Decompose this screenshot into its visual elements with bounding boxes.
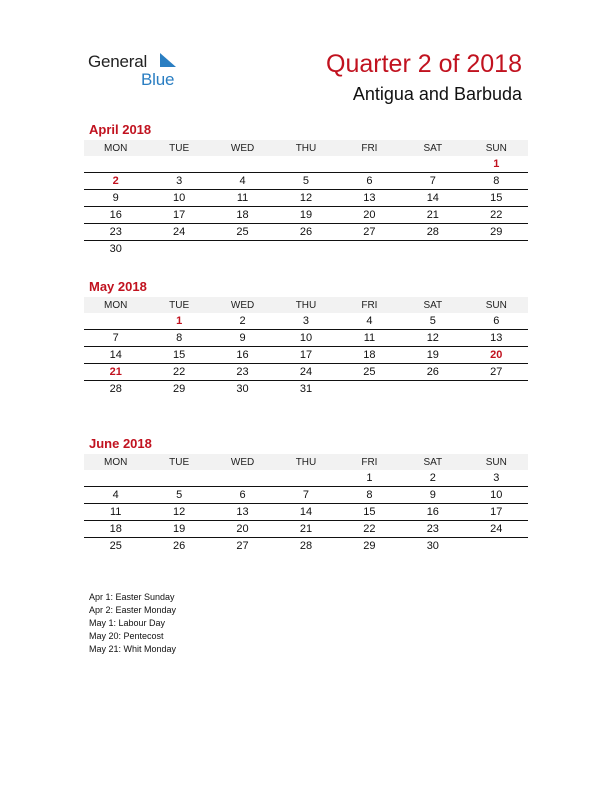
day-cell: 1 bbox=[338, 470, 401, 487]
day-cell: 11 bbox=[84, 504, 147, 521]
month-title: June 2018 bbox=[89, 436, 152, 451]
weekday-header: FRI bbox=[338, 454, 401, 470]
day-cell: 26 bbox=[401, 364, 464, 381]
logo bbox=[88, 50, 198, 90]
day-cell: 9 bbox=[211, 330, 274, 347]
day-cell: 22 bbox=[147, 364, 210, 381]
week-row bbox=[84, 381, 528, 398]
day-cell: 12 bbox=[147, 504, 210, 521]
day-cell: 7 bbox=[401, 173, 464, 190]
day-cell: 5 bbox=[147, 487, 210, 504]
empty-cell bbox=[465, 538, 528, 555]
day-cell: 15 bbox=[338, 504, 401, 521]
country-name: Antigua and Barbuda bbox=[352, 84, 522, 104]
day-cell: 16 bbox=[211, 347, 274, 364]
holiday-list bbox=[89, 591, 176, 656]
day-cell: 12 bbox=[274, 190, 337, 207]
weekday-header: SAT bbox=[401, 140, 464, 156]
day-cell: 18 bbox=[84, 521, 147, 538]
day-cell: 11 bbox=[211, 190, 274, 207]
week-row bbox=[84, 241, 528, 258]
day-cell: 15 bbox=[465, 190, 528, 207]
empty-cell bbox=[401, 381, 464, 398]
day-cell: 9 bbox=[401, 487, 464, 504]
day-cell: 23 bbox=[401, 521, 464, 538]
day-cell: 4 bbox=[211, 173, 274, 190]
day-cell: 17 bbox=[465, 504, 528, 521]
empty-cell bbox=[465, 381, 528, 398]
day-cell: 28 bbox=[109, 383, 122, 395]
day-cell: 25 bbox=[338, 364, 401, 381]
holiday-item: May 1: Labour Day bbox=[89, 618, 166, 628]
day-cell: 21 bbox=[84, 364, 147, 381]
holiday-item: May 20: Pentecost bbox=[89, 631, 164, 641]
day-cell: 11 bbox=[338, 330, 401, 347]
weekday-header: MON bbox=[84, 297, 147, 313]
month-grid bbox=[84, 140, 528, 257]
day-cell: 16 bbox=[401, 504, 464, 521]
day-cell: 22 bbox=[465, 207, 528, 224]
day-cell: 27 bbox=[465, 364, 528, 381]
day-cell: 2 bbox=[84, 173, 147, 190]
day-cell: 26 bbox=[274, 224, 337, 241]
week-row bbox=[84, 224, 528, 241]
day-cell: 19 bbox=[401, 347, 464, 364]
day-cell: 3 bbox=[147, 173, 210, 190]
empty-cell bbox=[211, 156, 274, 173]
logo-text-general: General bbox=[88, 52, 148, 71]
day-cell: 27 bbox=[236, 540, 249, 552]
logo-text-blue: Blue bbox=[141, 70, 175, 89]
week-row bbox=[84, 156, 528, 173]
day-cell: 30 bbox=[109, 243, 122, 255]
day-cell: 8 bbox=[465, 173, 528, 190]
day-cell: 30 bbox=[426, 540, 439, 552]
day-cell: 22 bbox=[338, 521, 401, 538]
weekday-header: WED bbox=[211, 140, 274, 156]
weekday-header: WED bbox=[211, 454, 274, 470]
day-cell: 24 bbox=[465, 521, 528, 538]
day-cell: 7 bbox=[274, 487, 337, 504]
weekday-header: THU bbox=[274, 297, 337, 313]
day-cell: 26 bbox=[173, 540, 186, 552]
day-cell: 25 bbox=[211, 224, 274, 241]
day-cell: 18 bbox=[338, 347, 401, 364]
empty-cell bbox=[274, 156, 337, 173]
day-cell: 13 bbox=[211, 504, 274, 521]
day-cell: 2 bbox=[401, 470, 464, 487]
day-cell: 3 bbox=[274, 313, 337, 330]
week-row bbox=[84, 364, 528, 381]
day-cell: 9 bbox=[84, 190, 147, 207]
day-cell: 19 bbox=[274, 207, 337, 224]
day-cell: 24 bbox=[147, 224, 210, 241]
empty-cell bbox=[338, 241, 401, 258]
week-row bbox=[84, 504, 528, 521]
week-row bbox=[84, 190, 528, 207]
day-cell: 16 bbox=[84, 207, 147, 224]
weekday-header: FRI bbox=[338, 297, 401, 313]
day-cell: 8 bbox=[147, 330, 210, 347]
weekday-header: TUE bbox=[147, 297, 210, 313]
empty-cell bbox=[84, 313, 147, 330]
day-cell: 21 bbox=[401, 207, 464, 224]
month-title: April 2018 bbox=[89, 122, 152, 137]
weekday-header: FRI bbox=[338, 140, 401, 156]
month-grid bbox=[84, 454, 528, 554]
day-cell: 20 bbox=[211, 521, 274, 538]
day-cell: 8 bbox=[338, 487, 401, 504]
day-cell: 20 bbox=[338, 207, 401, 224]
month-calendar bbox=[84, 122, 528, 257]
day-cell: 28 bbox=[401, 224, 464, 241]
empty-cell bbox=[84, 470, 147, 487]
empty-cell bbox=[338, 381, 401, 398]
day-cell: 7 bbox=[84, 330, 147, 347]
week-row bbox=[84, 487, 528, 504]
empty-cell bbox=[401, 241, 464, 258]
day-cell: 18 bbox=[211, 207, 274, 224]
weekday-header: TUE bbox=[147, 140, 210, 156]
day-cell: 27 bbox=[338, 224, 401, 241]
day-cell: 29 bbox=[173, 383, 186, 395]
empty-cell bbox=[211, 470, 274, 487]
weekday-header: SAT bbox=[401, 454, 464, 470]
holiday-item: May 21: Whit Monday bbox=[89, 644, 177, 654]
day-cell: 13 bbox=[338, 190, 401, 207]
empty-cell bbox=[274, 470, 337, 487]
day-cell: 1 bbox=[465, 156, 528, 173]
empty-cell bbox=[147, 156, 210, 173]
month-calendar bbox=[84, 436, 528, 554]
day-cell: 28 bbox=[299, 540, 313, 552]
empty-cell bbox=[147, 470, 210, 487]
day-cell: 3 bbox=[465, 470, 528, 487]
week-row bbox=[84, 470, 528, 487]
weekday-header: SUN bbox=[465, 140, 528, 156]
month-calendar bbox=[84, 279, 528, 397]
day-cell: 17 bbox=[274, 347, 337, 364]
weekday-header: THU bbox=[274, 140, 337, 156]
day-cell: 10 bbox=[274, 330, 337, 347]
weekday-header: MON bbox=[84, 140, 147, 156]
day-cell: 12 bbox=[401, 330, 464, 347]
empty-cell bbox=[465, 241, 528, 258]
empty-cell bbox=[401, 156, 464, 173]
day-cell: 20 bbox=[465, 347, 528, 364]
day-cell: 6 bbox=[211, 487, 274, 504]
day-cell: 6 bbox=[338, 173, 401, 190]
day-cell: 5 bbox=[401, 313, 464, 330]
empty-cell bbox=[84, 156, 147, 173]
day-cell: 29 bbox=[363, 540, 376, 552]
day-cell: 5 bbox=[274, 173, 337, 190]
day-cell: 10 bbox=[147, 190, 210, 207]
week-row bbox=[84, 347, 528, 364]
day-cell: 19 bbox=[147, 521, 210, 538]
week-row bbox=[84, 521, 528, 538]
empty-cell bbox=[147, 241, 210, 258]
day-cell: 21 bbox=[274, 521, 337, 538]
day-cell: 10 bbox=[465, 487, 528, 504]
day-cell: 1 bbox=[147, 313, 210, 330]
empty-cell bbox=[338, 156, 401, 173]
holiday-item: Apr 1: Easter Sunday bbox=[89, 592, 175, 602]
day-cell: 31 bbox=[299, 383, 313, 395]
week-row bbox=[84, 538, 528, 555]
page-title: Quarter 2 of 2018 bbox=[326, 50, 522, 78]
day-cell: 14 bbox=[401, 190, 464, 207]
weekday-header: MON bbox=[84, 454, 147, 470]
week-row bbox=[84, 330, 528, 347]
weekday-header: TUE bbox=[147, 454, 210, 470]
day-cell: 4 bbox=[338, 313, 401, 330]
day-cell: 17 bbox=[147, 207, 210, 224]
day-cell: 13 bbox=[465, 330, 528, 347]
day-cell: 14 bbox=[274, 504, 337, 521]
day-cell: 25 bbox=[109, 540, 122, 552]
weekday-header: SAT bbox=[401, 297, 464, 313]
day-cell: 23 bbox=[211, 364, 274, 381]
month-title: May 2018 bbox=[89, 279, 147, 294]
day-cell: 4 bbox=[84, 487, 147, 504]
month-grid bbox=[84, 297, 528, 397]
empty-cell bbox=[274, 241, 337, 258]
weekday-header: SUN bbox=[465, 454, 528, 470]
empty-cell bbox=[211, 241, 274, 258]
week-row bbox=[84, 207, 528, 224]
day-cell: 29 bbox=[465, 224, 528, 241]
week-row bbox=[84, 313, 528, 330]
day-cell: 6 bbox=[465, 313, 528, 330]
logo-triangle-icon bbox=[160, 53, 176, 67]
weekday-header: WED bbox=[211, 297, 274, 313]
weekday-header: SUN bbox=[465, 297, 528, 313]
day-cell: 14 bbox=[84, 347, 147, 364]
day-cell: 23 bbox=[84, 224, 147, 241]
week-row bbox=[84, 173, 528, 190]
day-cell: 30 bbox=[236, 383, 249, 395]
day-cell: 2 bbox=[211, 313, 274, 330]
weekday-header: THU bbox=[274, 454, 337, 470]
day-cell: 24 bbox=[274, 364, 337, 381]
day-cell: 15 bbox=[147, 347, 210, 364]
holiday-item: Apr 2: Easter Monday bbox=[89, 605, 177, 615]
